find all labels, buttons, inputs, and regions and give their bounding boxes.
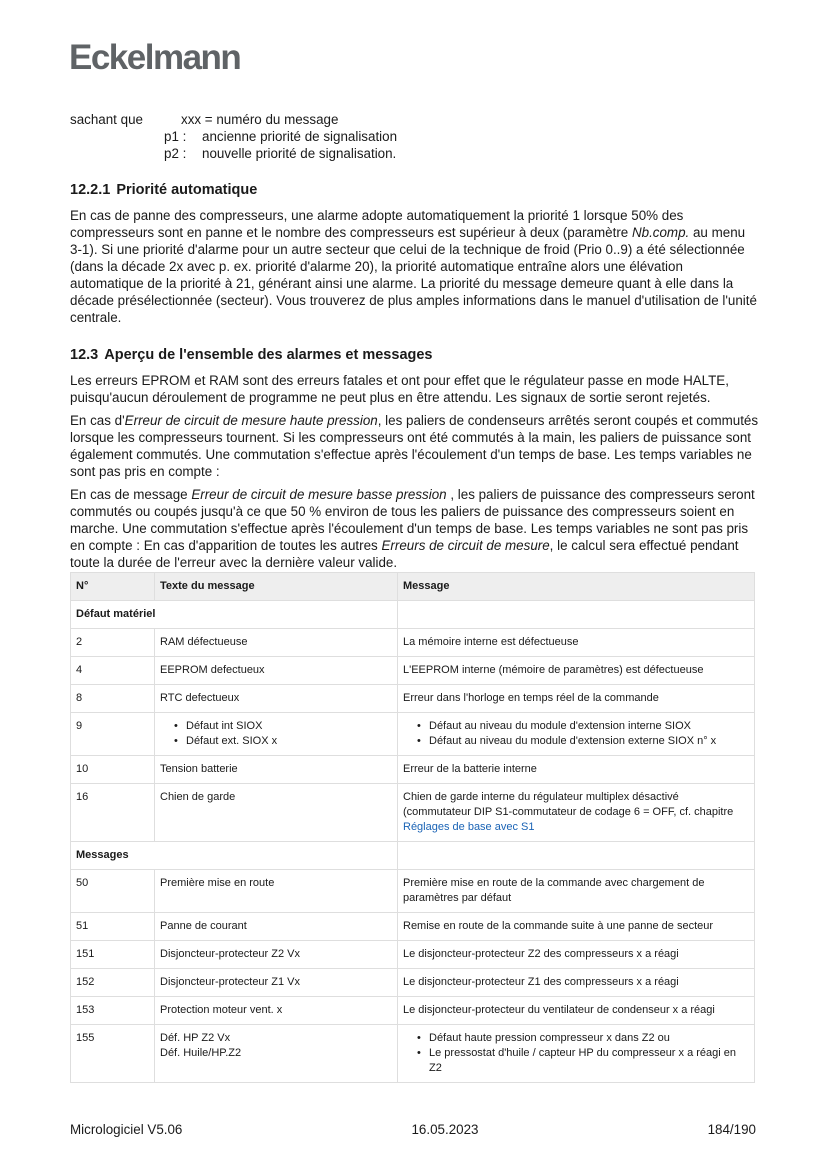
- paragraph-low-pressure: En cas de message Erreur de circuit de mesure basse pression , les paliers de puissance des compresseurs seront commutés ou coupés jusqu'à ce que 50 % environ de tous les paliers de puissance des compresseurs soient en marche. Une commutation s'effectue après l'écoulement d'un temps de base. Les temps variables ne sont pas pris en compte : En cas d'apparition de toutes les autres Erreurs de circuit de mesure, le calcul sera effectué pendant toute la durée de l'erreur avec la dernière valeur valide.: [70, 487, 755, 570]
- legend-key-p1: p1 :: [164, 129, 187, 144]
- table-row: 9 • Défaut int SIOX • Défaut ext. SIOX x • Défaut au niveau du module d'extension interne SIOX • Défaut au niveau du module d'extension externe SIOX n° x: [71, 713, 755, 756]
- document-date: 16.05.2023: [411, 1122, 479, 1137]
- legend-intro: sachant que: [70, 112, 143, 127]
- section-heading: 12.2.1 Priorité automatique: [70, 182, 258, 198]
- table-row: 10 Tension batterie Erreur de la batterie interne: [71, 756, 755, 784]
- table-row: 16 Chien de garde Chien de garde interne du régulateur multiplex désactivé (commutateur DIP S1-commutateur de codage 6 = OFF, cf. chapitre Réglages de base avec S1: [71, 784, 755, 842]
- header-number: N°: [71, 573, 155, 601]
- page-number: 184/190: [707, 1122, 756, 1137]
- table-row: 51 Panne de courant Remise en route de la commande suite à une panne de secteur: [71, 913, 755, 941]
- bullet-list: • Défaut au niveau du module d'extension interne SIOX • Défaut au niveau du module d'extension externe SIOX n° x: [403, 719, 749, 749]
- bullet-list: • Défaut int SIOX • Défaut ext. SIOX x: [160, 719, 392, 749]
- paragraph-fatal-errors: Les erreurs EPROM et RAM sont des erreurs fatales et ont pour effet que le régulateur passe en mode HALTE, puisqu'aucun déroulement de programme ne peut plus en être attendu. Les signaux de sortie seront rejetés.: [70, 373, 729, 405]
- legend-item-p1: ancienne priorité de signalisation: [202, 129, 398, 144]
- table-row: 4 EEPROM defectueux L'EEPROM interne (mémoire de paramètres) est défectueuse: [71, 657, 755, 685]
- table-group-row: [71, 601, 755, 629]
- alarms-table: [70, 572, 755, 1083]
- table-group-row: [71, 842, 755, 870]
- table-row: 153 Protection moteur vent. x Le disjoncteur-protecteur du ventilateur de condenseur x a réagi: [71, 997, 755, 1025]
- table-row: 50 Première mise en route Première mise en route de la commande avec chargement de paramètres par défaut: [71, 870, 755, 913]
- firmware-version: Micrologiciel V5.06: [70, 1122, 183, 1137]
- paragraph-automatic-priority: En cas de panne des compresseurs, une alarme adopte automatiquement la priorité 1 lorsque 50% des compresseurs sont en panne et le nombre des compresseurs est supérieur à deux (paramètre Nb.comp. au menu 3-1). Si une priorité d'alarme pour un autre secteur que celui de la technique de froid (Prio 0..9) a été sélectionnée (dans la décade 2x avec p. ex. priorité d'alarme 20), la priorité automatique entraîne alors une élévation automatique de la priorité à 21, générant ainsi une alarme. La priorité du message demeure quant à elle dans la décade présélectionnée (secteur). Vous trouverez de plus amples informations dans le manuel d'utilisation de l'unité centrale.: [70, 208, 757, 325]
- section-heading: 12.3 Aperçu de l'ensemble des alarmes et messages: [70, 347, 433, 363]
- page-footer: [70, 1122, 756, 1137]
- table-row: 8 RTC defectueux Erreur dans l'horloge en temps réel de la commande: [71, 685, 755, 713]
- link-basic-settings-s1[interactable]: Réglages de base avec S1: [403, 821, 535, 833]
- group-messages: Messages: [71, 842, 398, 870]
- table-row: 2 RAM défectueuse La mémoire interne est défectueuse: [71, 629, 755, 657]
- legend-item-xxx: xxx = numéro du message: [181, 112, 339, 127]
- legend-block: [70, 111, 760, 162]
- table-row: 151 Disjoncteur-protecteur Z2 Vx Le disjoncteur-protecteur Z2 des compresseurs x a réagi: [71, 941, 755, 969]
- paragraph-high-pressure: En cas d'Erreur de circuit de mesure haute pression, les paliers de condenseurs arrêtés seront coupés et commutés lorsque les compresseurs tournent. Si les compresseurs ont été commutés à la main, les paliers de puissance sont également commutés. Une commutation s'effectue après l'écoulement d'un temps de base. Les temps variables ne sont pas pris en compte :: [70, 413, 759, 479]
- eckelmann-logo: Eckelmann: [69, 38, 241, 77]
- header-message: Message: [398, 573, 755, 601]
- header-message-text: Texte du message: [155, 573, 398, 601]
- legend-key-p2: p2 :: [164, 146, 187, 161]
- page-content: [70, 111, 760, 1083]
- table-row: 152 Disjoncteur-protecteur Z1 Vx Le disjoncteur-protecteur Z1 des compresseurs x a réagi: [71, 969, 755, 997]
- table-header-row: [71, 573, 755, 601]
- section-12-2-1: [70, 182, 760, 326]
- bullet-list: • Défaut haute pression compresseur x dans Z2 ou • Le pressostat d'huile / capteur HP du compresseur x a réagi en Z2: [403, 1031, 749, 1076]
- group-hardware-fault: Défaut matériel: [71, 601, 398, 629]
- table-row: 155 Déf. HP Z2 Vx Déf. Huile/HP.Z2 • Défaut haute pression compresseur x dans Z2 ou • Le pressostat d'huile / capteur HP du compresseur x a réagi en Z2: [71, 1025, 755, 1083]
- legend-item-p2: nouvelle priorité de signalisation.: [202, 146, 397, 161]
- section-12-3: [70, 347, 760, 1083]
